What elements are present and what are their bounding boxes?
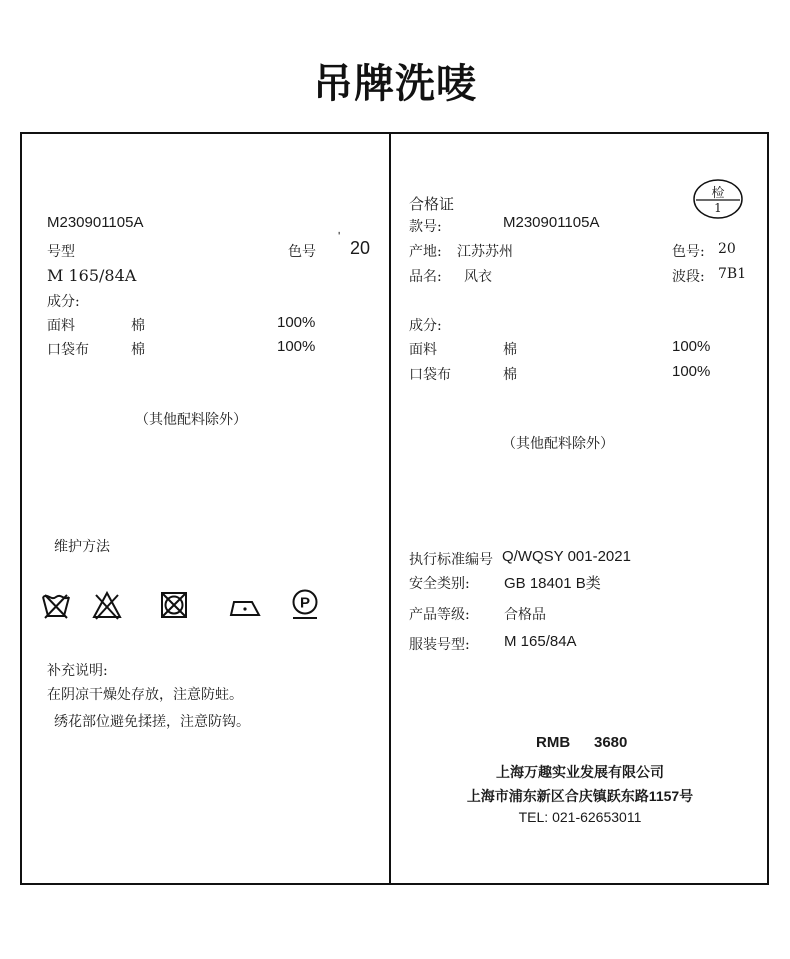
left-tick-mark: ʹ (338, 229, 341, 243)
grade-label: 产品等级: (409, 607, 470, 623)
left-style-code: M230901105A (47, 214, 144, 231)
left-material-part: 口袋布 (47, 342, 89, 358)
do-not-tumble-dry-icon (159, 590, 189, 620)
left-composition-label: 成分: (47, 294, 80, 310)
grade-value: 合格品 (504, 607, 546, 623)
product-name-value: 风衣 (464, 269, 492, 285)
inspection-stamp-top: 检 (711, 186, 725, 201)
company-tel: TEL: 021-62653011 (518, 809, 642, 825)
material-fiber: 棉 (503, 367, 517, 383)
certificate-title: 合格证 (409, 195, 455, 213)
material-part: 面料 (409, 342, 437, 358)
left-material-fiber: 棉 (131, 342, 145, 358)
left-size-label: 号型 (47, 244, 75, 260)
wave-value: 7B1 (718, 266, 747, 282)
dry-clean-p-icon (290, 588, 320, 622)
style-number-value: M230901105A (503, 214, 600, 231)
wave-label: 波段: (672, 269, 705, 285)
origin-value: 江苏苏州 (457, 244, 513, 260)
left-material-percent: 100% (277, 338, 316, 355)
left-size-value: M 165/84A (47, 266, 137, 285)
garment-size-value: M 165/84A (504, 633, 577, 650)
left-material-fiber: 棉 (131, 318, 145, 334)
color-value: 20 (718, 241, 736, 257)
material-part: 口袋布 (409, 367, 451, 383)
note-line: 在阴凉干燥处存放，注意防蛀。 (47, 687, 243, 703)
left-exclusion-note: （其他配料除外） (135, 412, 247, 428)
left-material-percent: 100% (277, 314, 316, 331)
standard-label: 执行标准编号 (409, 552, 493, 568)
material-fiber: 棉 (503, 342, 517, 358)
price-value: 3680 (594, 734, 628, 751)
standard-value: Q/WQSY 001-2021 (502, 548, 631, 565)
inspection-stamp-bottom: 1 (714, 201, 722, 215)
page-title: 吊牌洗唛 (313, 61, 477, 107)
garment-size-label: 服装号型: (409, 637, 470, 653)
iron-low-heat-icon (228, 592, 262, 620)
care-label: 维护方法 (54, 539, 110, 555)
safety-category-value: GB 18401 B类 (504, 575, 601, 592)
material-percent: 100% (672, 338, 711, 355)
product-name-label: 品名: (409, 269, 442, 285)
company-name: 上海万趣实业发展有限公司 (496, 764, 664, 780)
exclusion-note: （其他配料除外） (502, 436, 614, 452)
style-number-label: 款号: (409, 219, 442, 235)
notes-label: 补充说明: (47, 663, 108, 679)
do-not-bleach-icon (92, 590, 122, 620)
inspection-stamp (692, 178, 744, 220)
safety-category-label: 安全类别: (409, 576, 470, 592)
left-material-part: 面料 (47, 318, 75, 334)
note-line: 绣花部位避免揉搓，注意防钩。 (54, 714, 250, 730)
color-label: 色号: (672, 244, 705, 260)
company-address: 上海市浦东新区合庆镇跃东路1157号 (466, 788, 694, 804)
price-currency: RMB (536, 734, 571, 751)
material-percent: 100% (672, 363, 711, 380)
dry-clean-letter: P (299, 594, 311, 612)
composition-label: 成分: (409, 318, 442, 334)
left-color-value: 20 (350, 238, 371, 258)
do-not-wash-icon (41, 590, 71, 620)
left-color-label: 色号 (288, 244, 316, 260)
origin-label: 产地: (409, 244, 442, 260)
